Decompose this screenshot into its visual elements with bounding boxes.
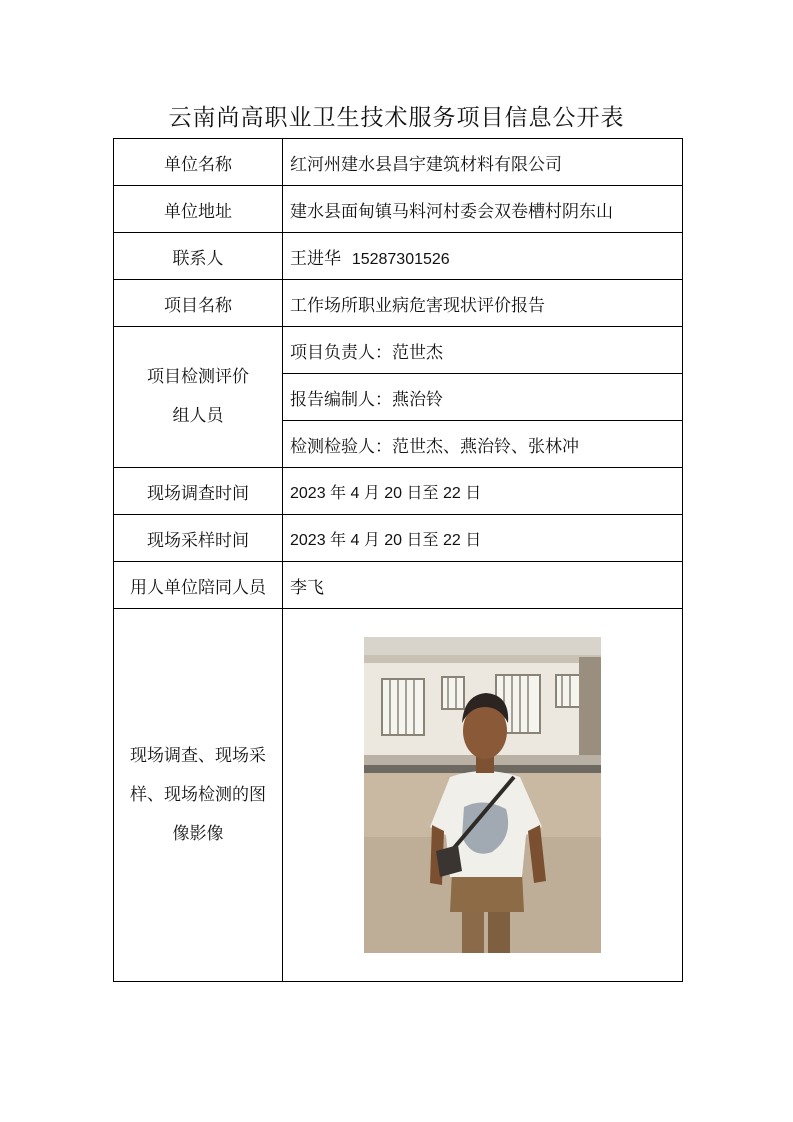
unit-address-label: 单位地址 xyxy=(114,186,283,233)
table-row xyxy=(114,233,683,280)
table-row xyxy=(114,327,683,374)
images-label-line: 像影像 xyxy=(172,823,224,844)
table-row xyxy=(114,186,683,233)
table-row xyxy=(114,609,683,982)
unit-name-value: 红河州建水县昌宇建筑材料有限公司 xyxy=(283,139,683,186)
survey-time-value: 2023 年 4 月 20 日至 22 日 xyxy=(283,468,683,515)
team-label-line: 组人员 xyxy=(172,406,224,426)
project-name-label: 项目名称 xyxy=(114,280,283,327)
contact-name: 王进华 xyxy=(290,248,341,269)
survey-time-label: 现场调查时间 xyxy=(114,468,283,515)
images-label-line: 样、现场检测的图 xyxy=(130,784,266,805)
team-label-line: 项目检测评价 xyxy=(147,367,249,387)
sampling-time-label: 现场采样时间 xyxy=(114,515,283,562)
contact-label: 联系人 xyxy=(114,233,283,280)
unit-address-value: 建水县面甸镇马料河村委会双卷槽村阴东山 xyxy=(283,186,683,233)
page-title: 云南尚高职业卫生技术服务项目信息公开表 xyxy=(168,105,625,131)
sampling-time-value: 2023 年 4 月 20 日至 22 日 xyxy=(283,515,683,562)
info-table xyxy=(113,138,683,982)
table-row xyxy=(114,468,683,515)
team-label xyxy=(114,327,283,468)
project-name-value: 工作场所职业病危害现状评价报告 xyxy=(283,280,683,327)
team-inspectors: 检测检验人：范世杰、燕治铃、张林冲 xyxy=(283,421,683,468)
team-writer: 报告编制人：燕治铃 xyxy=(283,374,683,421)
site-photo xyxy=(364,637,601,953)
team-leader: 项目负责人：范世杰 xyxy=(283,327,683,374)
contact-value xyxy=(283,233,683,280)
accompany-value: 李飞 xyxy=(283,562,683,609)
unit-name-label: 单位名称 xyxy=(114,139,283,186)
images-label xyxy=(114,609,283,982)
photo-cell xyxy=(283,609,683,982)
table-row xyxy=(114,139,683,186)
table-row xyxy=(114,562,683,609)
table-row xyxy=(114,280,683,327)
images-label-line: 现场调查、现场采 xyxy=(130,745,266,766)
accompany-label: 用人单位陪同人员 xyxy=(114,562,283,609)
contact-phone: 15287301526 xyxy=(351,250,450,268)
table-row xyxy=(114,515,683,562)
